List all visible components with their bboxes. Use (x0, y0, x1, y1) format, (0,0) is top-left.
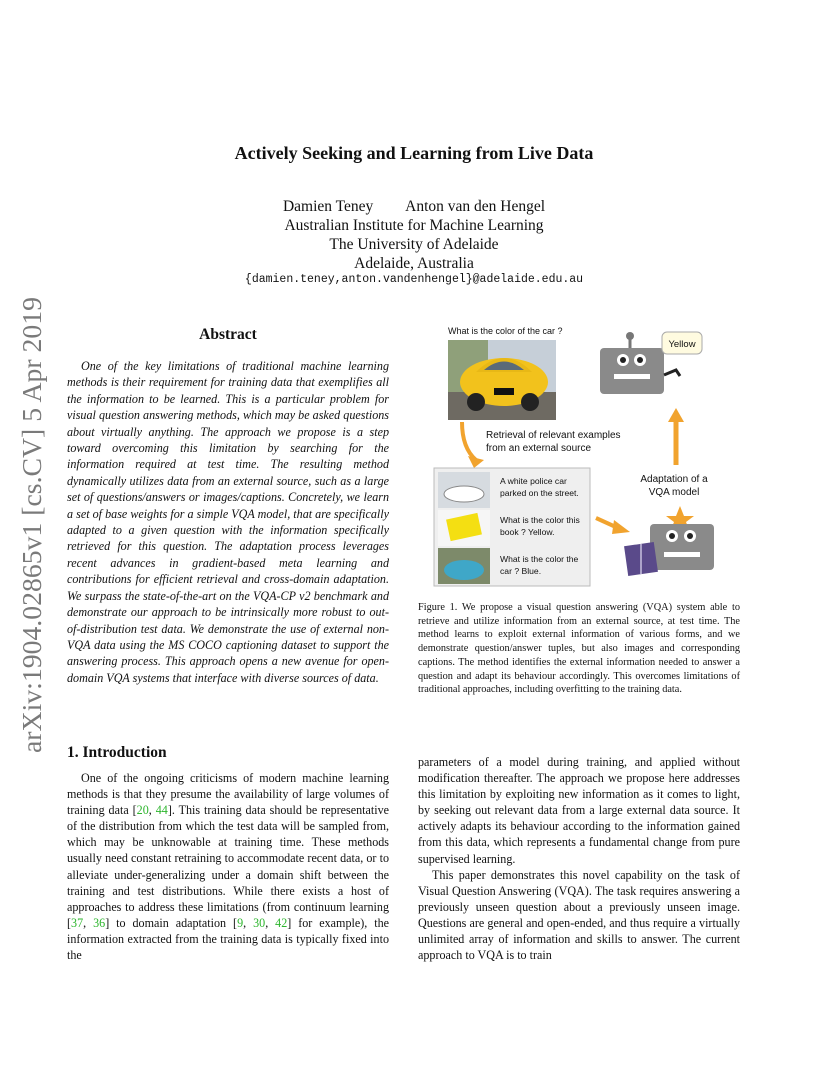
affiliation-line: The University of Adelaide (329, 236, 499, 253)
intro-paragraph: parameters of a model during training, and applied without modification thereafter. The approach we propose here addresses this limitation by exploiting new information as it comes to light, by seeking out relevant data from a large external data source. It actively adapts its behaviour according to the information gained from this data, which represents a fundamental change from pure supervised learning. (418, 755, 740, 866)
adaptation-label: Adaptation of a (640, 474, 708, 485)
example-caption: What is the color this (500, 515, 580, 525)
arxiv-stamp (3, 290, 49, 760)
examples-arrow-head (612, 520, 630, 534)
adaptation-label: VQA model (648, 487, 700, 498)
intro-paragraph (67, 770, 389, 963)
retrieval-arrow (462, 422, 476, 460)
arxiv-stamp-text: arXiv:1904.02865v1 [cs.CV] 5 Apr 2019 (17, 309, 47, 753)
text-run: , (148, 803, 156, 818)
figure-question: What is the color of the car ? (448, 326, 563, 336)
answer-text: Yellow (668, 339, 696, 350)
example-caption: parked on the street. (500, 488, 579, 498)
examples-box (434, 468, 590, 586)
example-caption: book ? Yellow. (500, 527, 555, 537)
citation-link[interactable]: 37 (71, 915, 84, 930)
retrieval-label: from an external source (486, 443, 592, 454)
author-email: {damien.teney,anton.vandenhengel}@adelaide.edu.au (244, 273, 584, 286)
text-run: , (265, 915, 276, 930)
citation-link[interactable]: 44 (155, 803, 168, 818)
text-run: ] for example), the information extracted from the training data is typically fixed into the (67, 915, 389, 963)
affiliation-line: Adelaide, Australia (354, 255, 474, 272)
citation-link[interactable]: 9 (237, 915, 244, 930)
text-run: ] to domain adaptation [ (105, 915, 238, 930)
abstract-heading: Abstract (199, 326, 257, 343)
intro-right-column (418, 754, 740, 963)
text-run: One of the ongoing criticisms of modern machine learning methods is that they presume the availability of large volumes of training data [ (67, 771, 389, 818)
text-run: ]. This training data should be representative of the distribution from which the test data will be sampled from, which may be unknowable at training time. These methods usually need constant retraining to accommodate recent data, or to alleviate under-generalizing under a domain shift between the training and test distributions. While there exists a host of approaches to address these limitations (from continuum learning [ (67, 803, 389, 930)
example-caption: car ? Blue. (500, 566, 542, 576)
abstract-text: One of the key limitations of traditional machine learning methods is their requirement for training data that exemplifies all the information to be learned. This is a particular problem for visual question answering methods, which may be asked questions about virtually anything. The approach we propose is a step toward overcoming this limitation by searching for the information required at test time. The resulting method dynamically utilizes data from an external source, such as a large set of questions/answers or images/captions. Concretely, we learn a set of base weights for a simple VQA model, that are specifically adapted to a given question with the information specifically retrieved for this question. The adaptation process leverages recent advances in gradient-based meta learning and contributions for efficient retrieval and cross-domain adaptation. We surpass the state-of-the-art on the VQA-CP v2 benchmark and demonstrate our approach to be intrinsically more robust to out-of-distribution test data. We demonstrate the use of external non-VQA data using the MS COCO captioning dataset to support the answering process. This approach opens a new avenue for open-domain VQA systems that interface with diverse sources of data. (67, 359, 389, 685)
citation-link[interactable]: 36 (93, 915, 106, 930)
example-caption: A white police car (500, 476, 567, 486)
affiliation-line: Australian Institute for Machine Learning (284, 217, 544, 234)
intro-paragraph: This paper demonstrates this novel capability on the task of Visual Question Answering (VQA). The task requires answering a previously unseen question about a previously unseen image. Questions are general and open-ended, and thus require a virtually unlimited array of information and skills to answer. The current approach to VQA is to train (418, 867, 740, 963)
citation-link[interactable]: 42 (275, 915, 288, 930)
paper-title: Actively Seeking and Learning from Live Data (234, 143, 594, 163)
figure-caption: Figure 1. We propose a visual question answering (VQA) system able to retrieve and utilize information from an external source, at test time. The method learns to exploit external information of various forms, and we demonstrate question/answer tuples, but also images and corresponding captions. The method identifies the external information needed to answer a question and adapt its behaviour accordingly. This overcomes limitations of traditional approaches, including overfitting to the training data. (418, 602, 740, 696)
text-run: , (83, 915, 94, 930)
figure-1 (418, 320, 740, 592)
abstract-body (67, 358, 389, 686)
adaptation-arrow-head (668, 408, 684, 422)
citation-link[interactable]: 20 (136, 803, 149, 818)
text-run: , (243, 915, 254, 930)
answer-bubble (662, 332, 702, 354)
author-names (0, 197, 828, 216)
reading-robot-icon (624, 506, 714, 576)
author-name: Anton van den Hengel (405, 198, 546, 215)
intro-left-column (67, 770, 389, 963)
retrieval-label: Retrieval of relevant examples (486, 430, 621, 441)
author-name: Damien Teney (282, 198, 374, 215)
citation-link[interactable]: 30 (253, 915, 266, 930)
example-caption: What is the color the (500, 554, 579, 564)
author-block (0, 197, 828, 273)
section-heading: 1. Introduction (67, 744, 167, 761)
car-photo (448, 340, 556, 420)
